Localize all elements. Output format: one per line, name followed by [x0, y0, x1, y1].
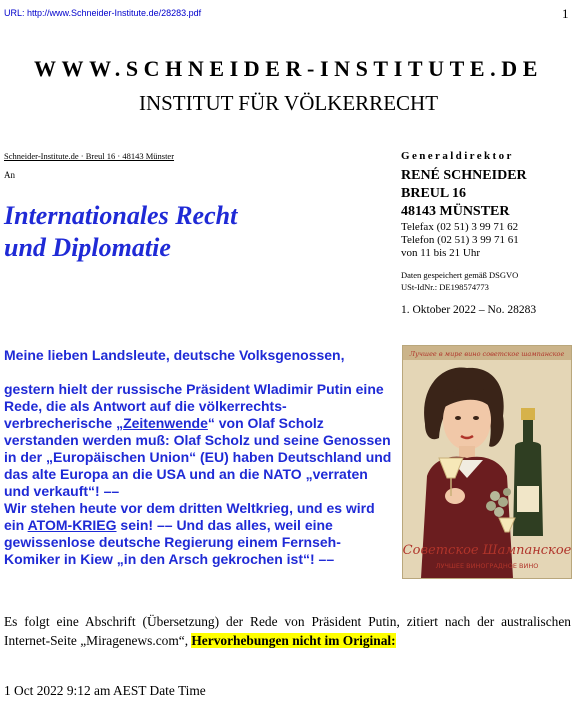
transcript-intro: [4, 612, 571, 650]
phone-number: Telefon (02 51) 3 99 71 61: [401, 234, 519, 246]
poster-top-banner: Лучшее в мире вино советское шампанское: [409, 350, 565, 358]
atom-krieg-link[interactable]: ATOM-KRIEG: [27, 517, 117, 533]
champagne-poster-image: [402, 345, 572, 579]
source-dateline: 1 Oct 2022 9:12 am AEST Date Time: [4, 683, 206, 698]
vat-id: USt-IdNr.: DE198574773: [401, 282, 489, 292]
body-p2-after: sein! –– Und das alles, weil eine gewissenlose deutsche Regierung einem Fernseh-Komiker in Kiew „in den Arsch gekrochen ist“! ––: [4, 517, 341, 567]
street-address: BREUL 16: [401, 186, 466, 201]
greeting: Meine lieben Landsleute, deutsche Volksgenossen,: [4, 347, 345, 363]
institute-subtitle: INSTITUT FÜR VÖLKERRECHT: [138, 91, 439, 115]
poster-brand-script: Советское Шампанское: [403, 543, 571, 558]
zeitenwende-link[interactable]: Zeitenwende: [123, 415, 208, 431]
intro-text: Es folgt eine Abschrift (Übersetzung) der Rede von Präsident Putin, zitiert nach der australischen Internet-Seite „Miragenews.com“,: [4, 614, 571, 648]
document-title-line-2: und Diplomatie: [4, 233, 171, 262]
city-address: 48143 MÜNSTER: [401, 204, 510, 219]
body-paragraph-2: [4, 500, 394, 568]
letterhead-sidebar: [401, 150, 571, 316]
page-number: 1: [562, 6, 569, 21]
body-p2-before: Wir stehen heute vor dem dritten Weltkrieg, und es wird ein: [4, 500, 375, 533]
document-title: [4, 200, 344, 264]
url-line: URL: http://www.Schneider-Institute.de/28283.pdf: [4, 8, 202, 18]
office-hours: von 11 bis 21 Uhr: [401, 247, 481, 259]
site-title: WWW.SCHNEIDER-INSTITUTE.DE: [33, 56, 544, 81]
recipient-label: An: [4, 170, 15, 180]
document-title-line-1: Internationales Recht: [4, 201, 238, 230]
data-protection-note: Daten gespeichert gemäß DSGVO: [401, 270, 519, 280]
fax-number: Telefax (02 51) 3 99 71 62: [401, 221, 519, 233]
letter-body: [4, 347, 394, 568]
body-paragraph-1: [4, 381, 394, 500]
date-and-number: 1. Oktober 2022 – No. 28283: [401, 304, 537, 316]
poster-illustration: [403, 346, 571, 578]
poster-tagline: ЛУЧШЕЕ ВИНОГРАДНОЕ ВИНО: [435, 562, 539, 570]
role-label: Generaldirektor: [401, 150, 514, 162]
body-p1-before: gestern hielt der russische Präsident Wladimir Putin eine Rede, die als Antwort auf die völkerrechts-verbrecherische „: [4, 381, 384, 431]
body-p1-after: “ von Olaf Scholz verstanden werden muß: Olaf Scholz und seine Genossen in der „Europäischen Union“ (EU) haben Deutschland und das alte Europa an die USA und an die NATO „verraten und verkauft“! ––: [4, 415, 392, 499]
sender-address-line: Schneider-Institute.de · Breul 16 · 48143 Münster: [4, 151, 175, 161]
highlight-note: Hervorhebungen nicht im Original:: [191, 633, 396, 648]
director-name: RENÉ SCHNEIDER: [401, 168, 527, 183]
